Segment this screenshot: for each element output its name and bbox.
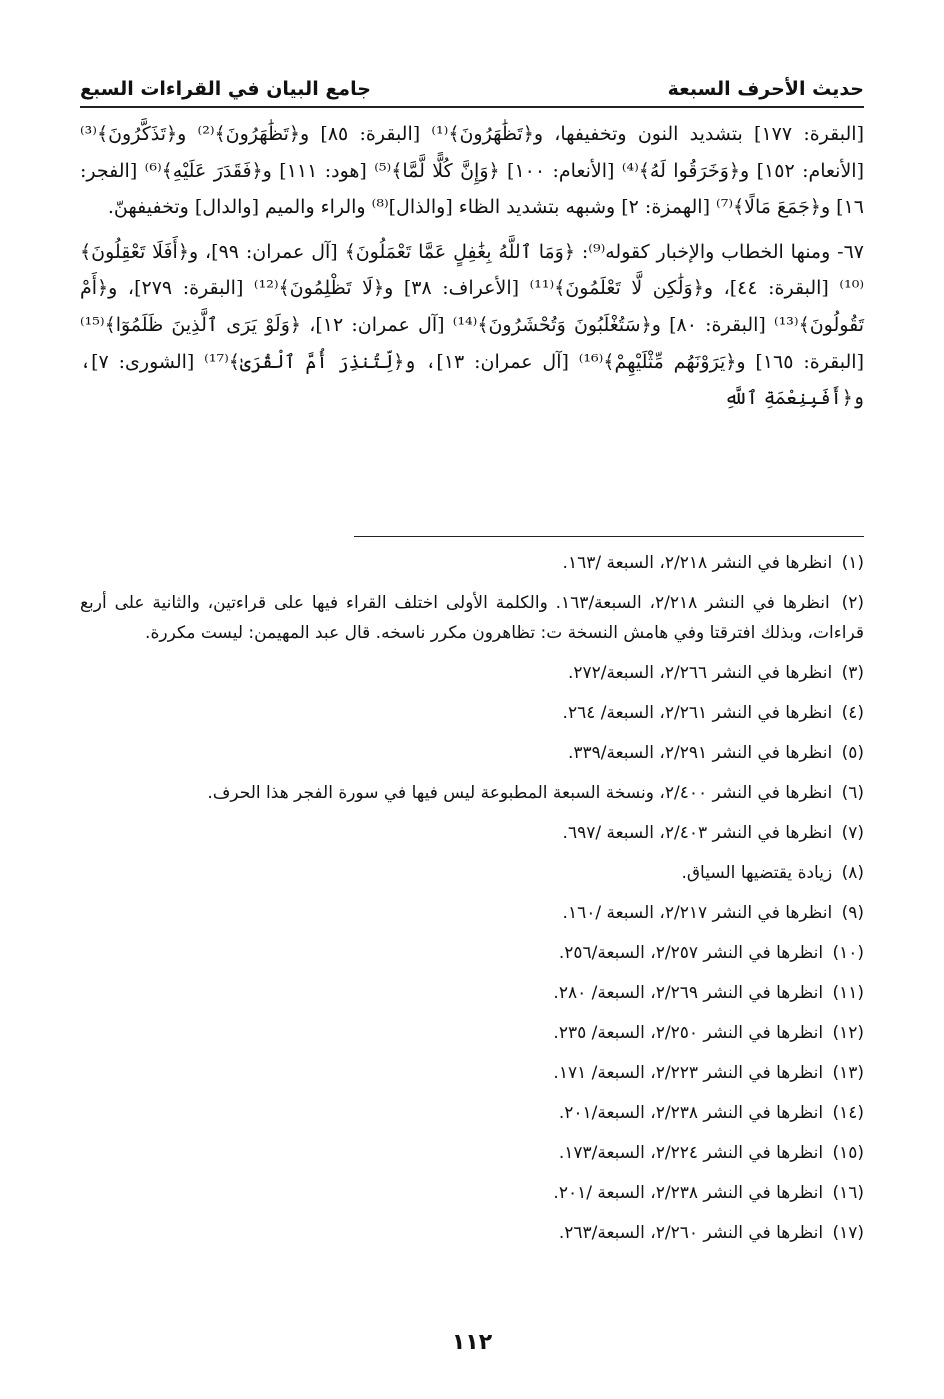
footnote-number: (٧) (841, 823, 864, 843)
footnote-number: (١٦) (832, 1183, 864, 1203)
footnote-text: انظرها في النشر ٢/٢٦٩، السبعة/ ٢٨٠. (553, 983, 824, 1003)
footnotes (80, 548, 864, 1258)
footnote-text: زيادة يقتضيها السياق. (681, 863, 833, 883)
paragraph: ٦٧- ومنها الخطاب والإخبار كقوله⁽⁹⁾: ﴿وَمَا ٱللَّهُ بِغَٰفِلٍ عَمَّا تَعْمَلُونَ﴾ [آل عمران: ٩٩]، و﴿أَفَلَا تَعْقِلُونَ﴾⁽¹⁰⁾ [البقرة: ٤٤]، و﴿وَلَٰكِن لَّا تَعْلَمُونَ﴾⁽¹¹⁾ [الأعراف: ٣٨] و﴿لَا تَظْلِمُونَ﴾⁽¹²⁾ [البقرة: ٢٧٩]، و﴿أَمْ تَقُولُونَ﴾⁽¹³⁾ [البقرة: ٨٠] و﴿سَتُغْلَبُونَ وَتُحْشَرُونَ﴾⁽¹⁴⁾ [آل عمران: ١٢]، ﴿وَلَوْ يَرَى ٱلَّذِينَ ظَلَمُوٓا﴾⁽¹⁵⁾ [البقرة: ١٦٥] و﴿يَرَوْنَهُم مِّثْلَيْهِمْ﴾⁽¹⁶⁾ [آل عمران: ١٣]، و﴿لِّتُنذِرَ أُمَّ ٱلْقُرَىٰ﴾⁽¹⁷⁾ [الشورى: ٧]، و﴿أَفَبِنِعْمَةِ ٱللَّهِ (80, 240, 865, 410)
footnote-text: انظرها في النشر ٢/٢٦٦، السبعة/٢٧٢. (567, 663, 833, 683)
footnote (80, 1178, 864, 1208)
footnote (80, 738, 864, 768)
footnote-text: انظرها في النشر ٢/٢٥٧، السبعة/٢٥٦. (558, 943, 824, 963)
header-right-title: حديث الأحرف السبعة (667, 78, 864, 100)
footnote (80, 978, 864, 1008)
footnote-number: (١٢) (832, 1023, 864, 1043)
footnote-text: انظرها في النشر ٢/٢٥٠، السبعة/ ٢٣٥. (553, 1023, 824, 1043)
footnote-number: (٤) (841, 703, 864, 723)
footnote (80, 1018, 864, 1048)
footnote-number: (١٤) (832, 1103, 864, 1123)
footnote-divider (354, 536, 864, 537)
footnote-text: انظرها في النشر ٢/٢١٧، السبعة /١٦٠. (562, 903, 833, 923)
footnote-number: (١٥) (832, 1143, 864, 1163)
footnote (80, 898, 864, 928)
footnote (80, 858, 864, 888)
footnote (80, 698, 864, 728)
footnote-text: انظرها في النشر ٢/٤٠٣، السبعة /٦٩٧. (562, 823, 833, 843)
footnote-text: انظرها في النشر ٢/٢٦٠، السبعة/٢٦٣. (558, 1223, 824, 1243)
header-left-title: جامع البيان في القراءات السبع (80, 78, 371, 100)
footnote-text: انظرها في النشر ٢/٢٩١، السبعة/٣٣٩. (567, 743, 833, 763)
footnote-text: انظرها في النشر ٢/٢٣٨، السبعة/٢٠١. (558, 1103, 824, 1123)
footnote-number: (٨) (841, 863, 864, 883)
paragraph: [البقرة: ١٧٧] بتشديد النون وتخفيفها، و﴿تَظَٰهَرُونَ﴾⁽¹⁾ [البقرة: ٨٥] و﴿تَظَٰهَرُونَ﴾⁽²⁾ و﴿تَذَكَّرُونَ﴾⁽³⁾ [الأنعام: ١٥٢] و﴿وَخَرَقُوا لَهُ﴾⁽⁴⁾ [الأنعام: ١٠٠] ﴿وَإِنَّ كُلًّا لَّمَّا﴾⁽⁵⁾ [هود: ١١١] و﴿فَقَدَرَ عَلَيْهِ﴾⁽⁶⁾ [الفجر: ١٦] و﴿جَمَعَ مَالًا﴾⁽⁷⁾ [الهمزة: ٢] وشبهه بتشديد الظاء [والذال]⁽⁸⁾ والراء والميم [والدال] وتخفيفهنّ. (80, 123, 864, 219)
footnote-text: انظرها في النشر ٢/٢٣٨، السبعة /٢٠١. (553, 1183, 824, 1203)
footnote (80, 1218, 864, 1248)
footnote-number: (٩) (841, 903, 864, 923)
footnote (80, 1098, 864, 1128)
footnote-text: انظرها في النشر ٢/٢٦١، السبعة/ ٢٦٤. (562, 703, 833, 723)
footnote-number: (١٣) (832, 1063, 864, 1083)
footnote-text: انظرها في النشر ٢/٢٢٣، السبعة/ ١٧١. (553, 1063, 824, 1083)
footnote-text: انظرها في النشر ٢/٤٠٠، ونسخة السبعة المطبوعة ليس فيها في سورة الفجر هذا الحرف. (207, 783, 833, 803)
footnote-number: (١١) (832, 983, 864, 1003)
footnote-number: (٢) (841, 593, 864, 613)
footnote (80, 548, 864, 578)
page-number: ١١٢ (451, 1330, 493, 1355)
footnote-text: انظرها في النشر ٢/٢٢٤، السبعة/١٧٣. (558, 1143, 824, 1163)
footnote (80, 938, 864, 968)
footnote-number: (١٧) (832, 1223, 864, 1243)
footnote (80, 818, 864, 848)
footnote-number: (٣) (841, 663, 864, 683)
footnote-number: (١) (841, 553, 864, 573)
footnote (80, 778, 864, 808)
footnote-number: (١٠) (832, 943, 864, 963)
footnote (80, 1058, 864, 1088)
footnote-text: انظرها في النشر ٢/٢١٨، السبعة/١٦٣. والكلمة الأولى اختلف القراء فيها على قراءتين، والثانية على أربع قراءات، وبذلك افترقتا وفي هامش النسخة ت: تظاهرون مكرر ناسخه. قال عبد المهيمن: ليست مكررة. (80, 593, 864, 643)
footnote-text: انظرها في النشر ٢/٢١٨، السبعة /١٦٣. (562, 553, 833, 573)
footnote (80, 588, 864, 648)
footnote (80, 1138, 864, 1168)
footnote-number: (٦) (841, 783, 864, 803)
footnote (80, 658, 864, 688)
running-header (80, 62, 864, 108)
main-text (80, 116, 864, 417)
footnote-number: (٥) (841, 743, 864, 763)
